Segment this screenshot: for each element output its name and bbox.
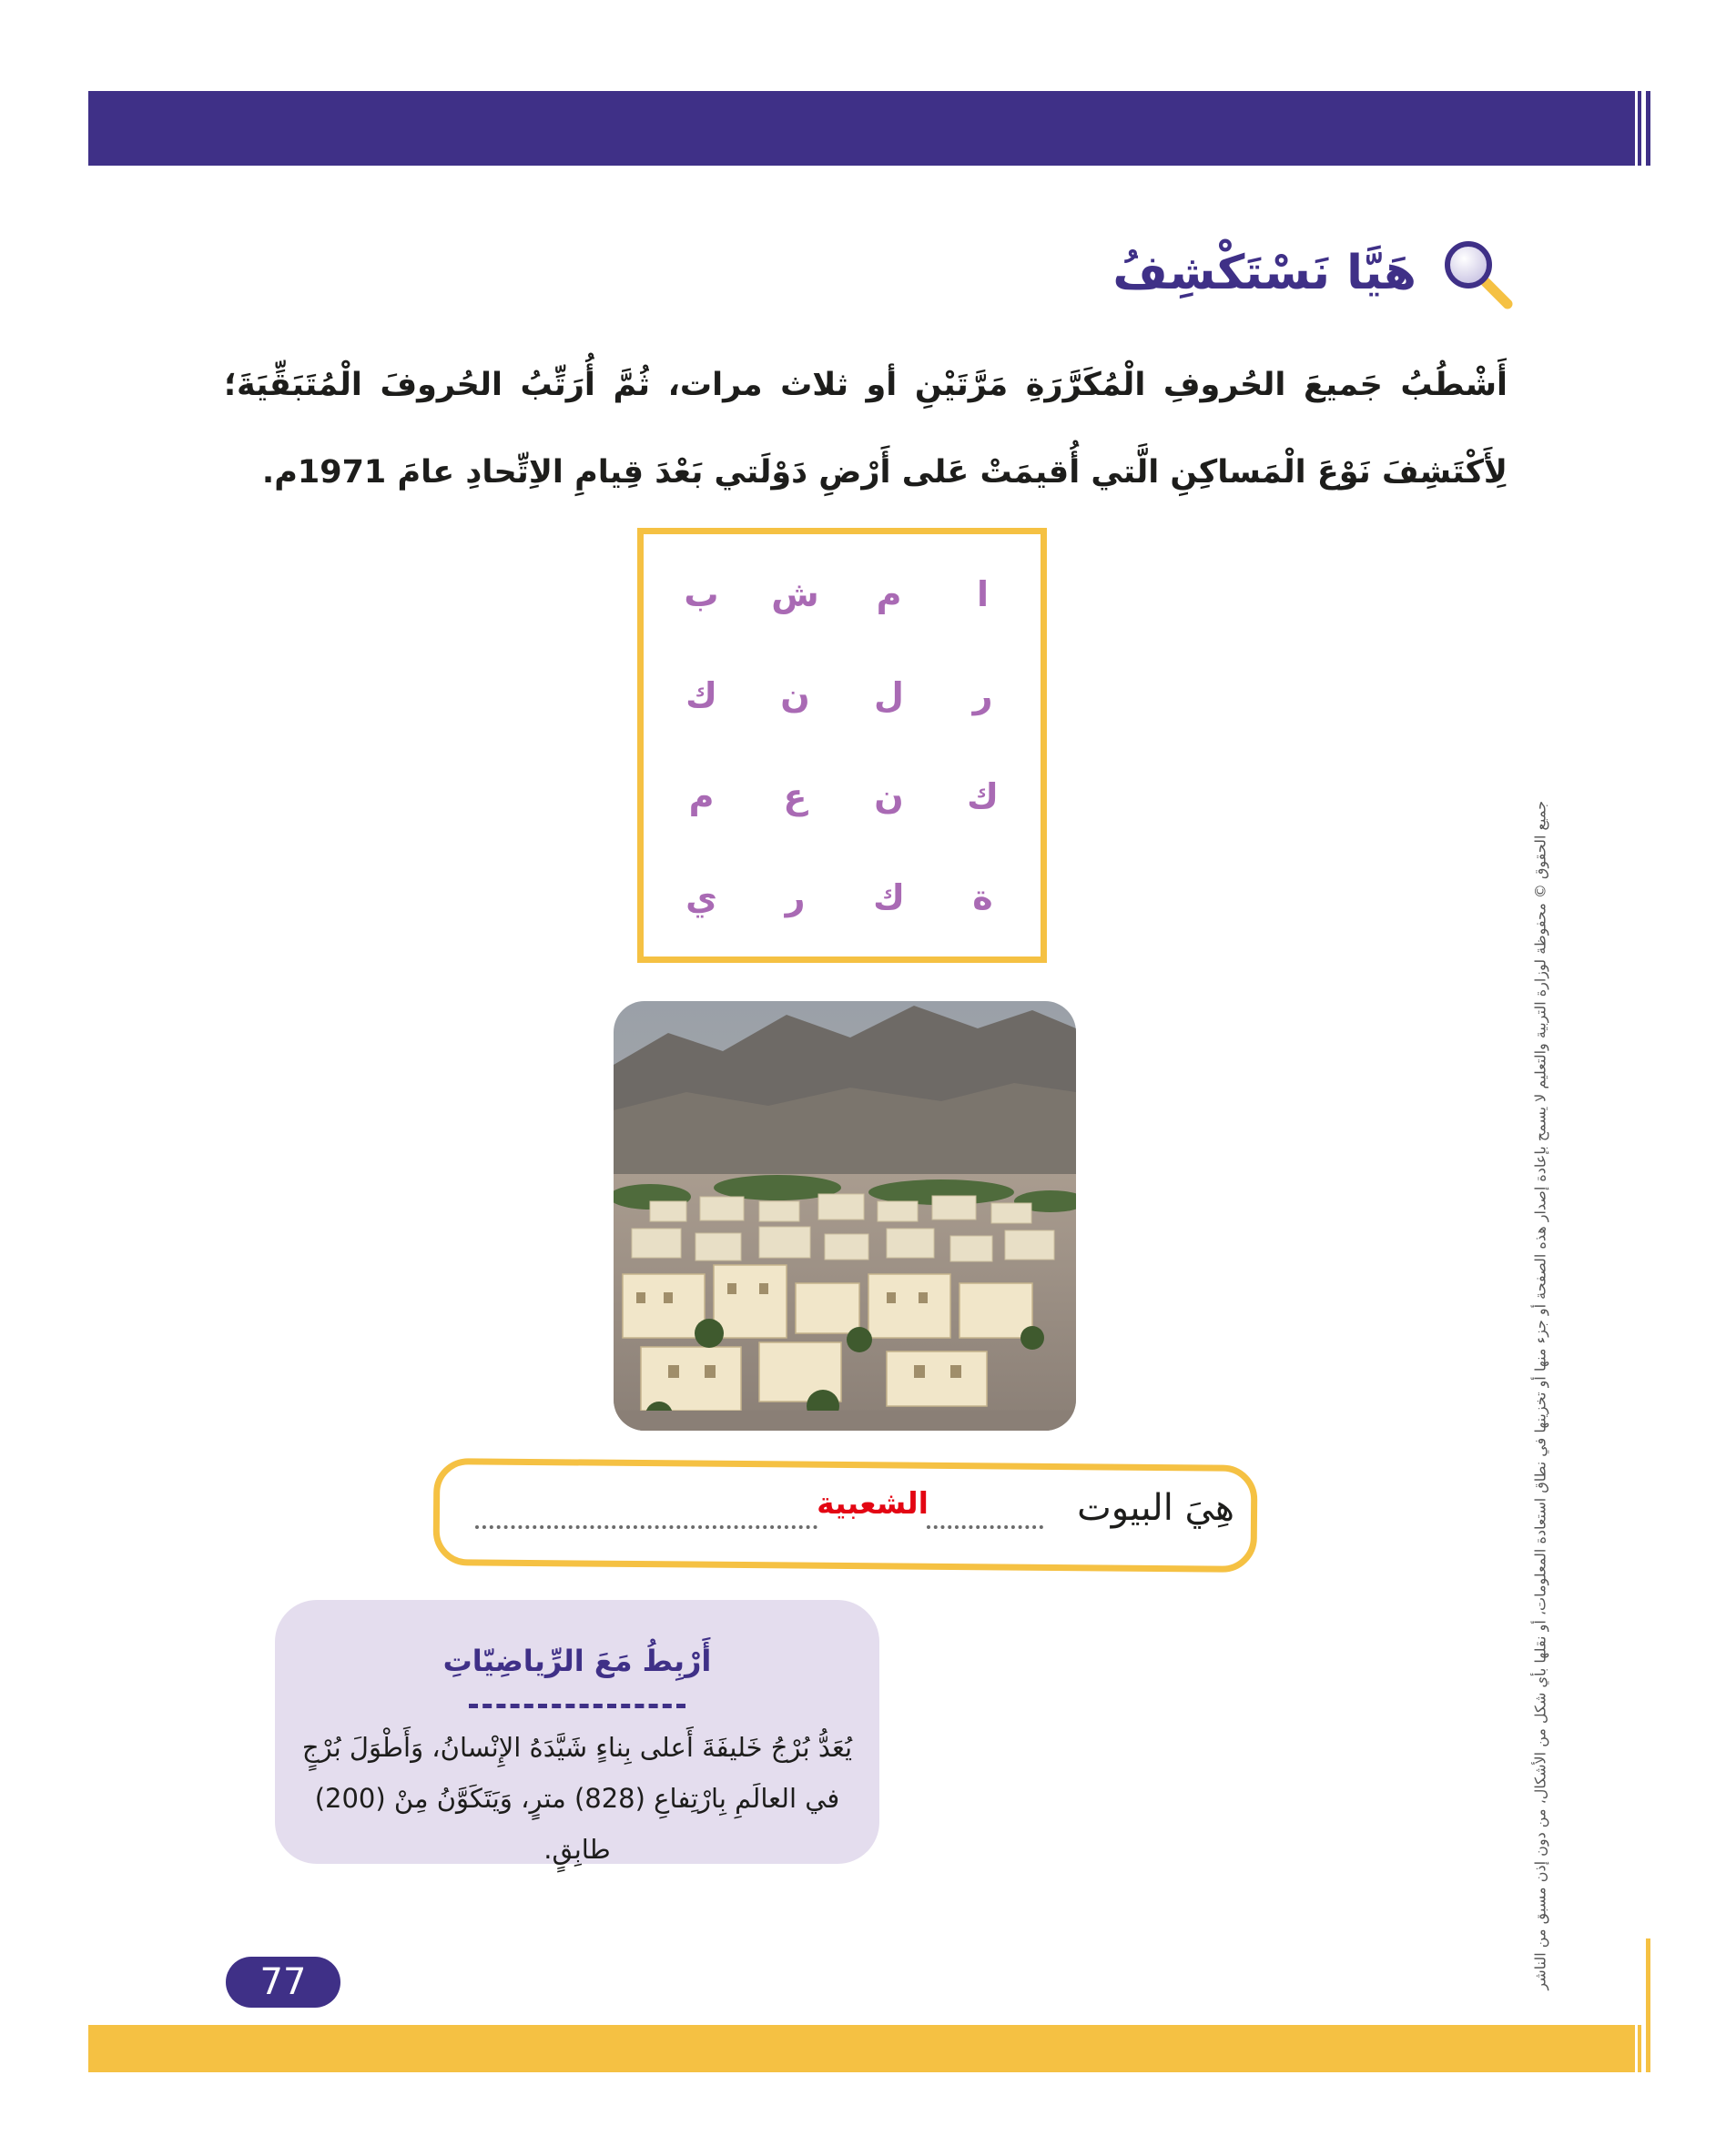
bottom-banner-divider xyxy=(1635,1938,1638,2072)
top-banner xyxy=(88,91,1641,166)
grid-letter[interactable]: ك xyxy=(873,876,905,917)
housing-photo-illustration xyxy=(614,1001,1076,1431)
housing-photo xyxy=(614,1001,1076,1431)
grid-letter[interactable]: ا xyxy=(976,573,990,614)
math-link-dashes xyxy=(469,1704,685,1708)
grid-letter[interactable]: ي xyxy=(685,876,717,917)
grid-letter[interactable]: م xyxy=(876,573,902,614)
bottom-banner xyxy=(88,2025,1641,2072)
copyright-column xyxy=(1522,801,1558,1990)
page-number: 77 xyxy=(226,1957,340,2008)
answer-prefix: هِيَ البيوت xyxy=(1077,1487,1234,1529)
magnifier-icon xyxy=(1438,235,1515,311)
grid-letter[interactable]: ع xyxy=(783,775,807,816)
top-banner-edge xyxy=(1646,91,1650,166)
grid-letter[interactable]: ر xyxy=(785,876,806,917)
grid-letter[interactable]: ن xyxy=(780,674,810,715)
grid-letter[interactable]: ر xyxy=(972,674,993,715)
grid-letter[interactable]: ب xyxy=(684,573,719,614)
grid-letter[interactable]: م xyxy=(688,775,715,816)
grid-letter[interactable]: ش xyxy=(771,573,819,614)
grid-letter[interactable]: ل xyxy=(874,674,904,715)
grid-letter[interactable]: ة xyxy=(972,876,993,917)
grid-letter[interactable]: ك xyxy=(967,775,999,816)
letter-grid xyxy=(637,528,1047,963)
instruction-text: أَشْطُبُ جَميعَ الحُروفِ الْمُكَرَّرَةِ مَرَّتَيْنِ أو ثلاث مرات، ثُمَّ أُرَتِّبُ الحُروفَ الْمُتَبَقِّيَةَ؛ لِأَكْتَشِفَ نَوْعَ الْمَساكِنِ الَّتي أُقيمَتْ عَلى أَرْضِ دَوْلَتي بَعْدَ قِيامِ الاِتِّحادِ عامَ 1971م. xyxy=(224,367,1508,491)
bottom-banner-edge xyxy=(1646,1938,1650,2072)
answer-blank-line-tail xyxy=(475,1493,817,1529)
grid-letter[interactable]: ن xyxy=(874,775,904,816)
top-banner-divider xyxy=(1635,91,1638,166)
grid-letter[interactable]: ك xyxy=(685,674,717,715)
math-link-title: أَرْبِطُ مَعَ الرِّياضِيّاتِ xyxy=(442,1644,712,1678)
section-title: هَيَّا نَسْتَكْشِفُ xyxy=(1112,246,1416,300)
answer-blank-line xyxy=(927,1493,1043,1529)
answer-value[interactable]: الشعبية xyxy=(817,1485,929,1521)
copyright-text: جميع الحقوق © محفوظة لوزارة التربية والتعليم لا يسمح بإعادة إصدار هذه الصفحة أو جزء منها أو تخزينها في نطاق استعادة المعلومات، أو نقلها بأي شكل من الأشكال، من دون إذن مسبق من الناشر xyxy=(1531,801,1549,1990)
math-link-text: يُعَدُّ بُرْجُ خَليفَةَ أَعلى بِناءٍ شَيَّدَهُ الإِنْسانُ، وَأَطْوَلَ بُرْجٍ في العالَمِ بِارْتِفاعِ (828) مترٍ، وَيَتَكَوَّنُ مِنْ (200) طابِقٍ. xyxy=(301,1732,853,1865)
